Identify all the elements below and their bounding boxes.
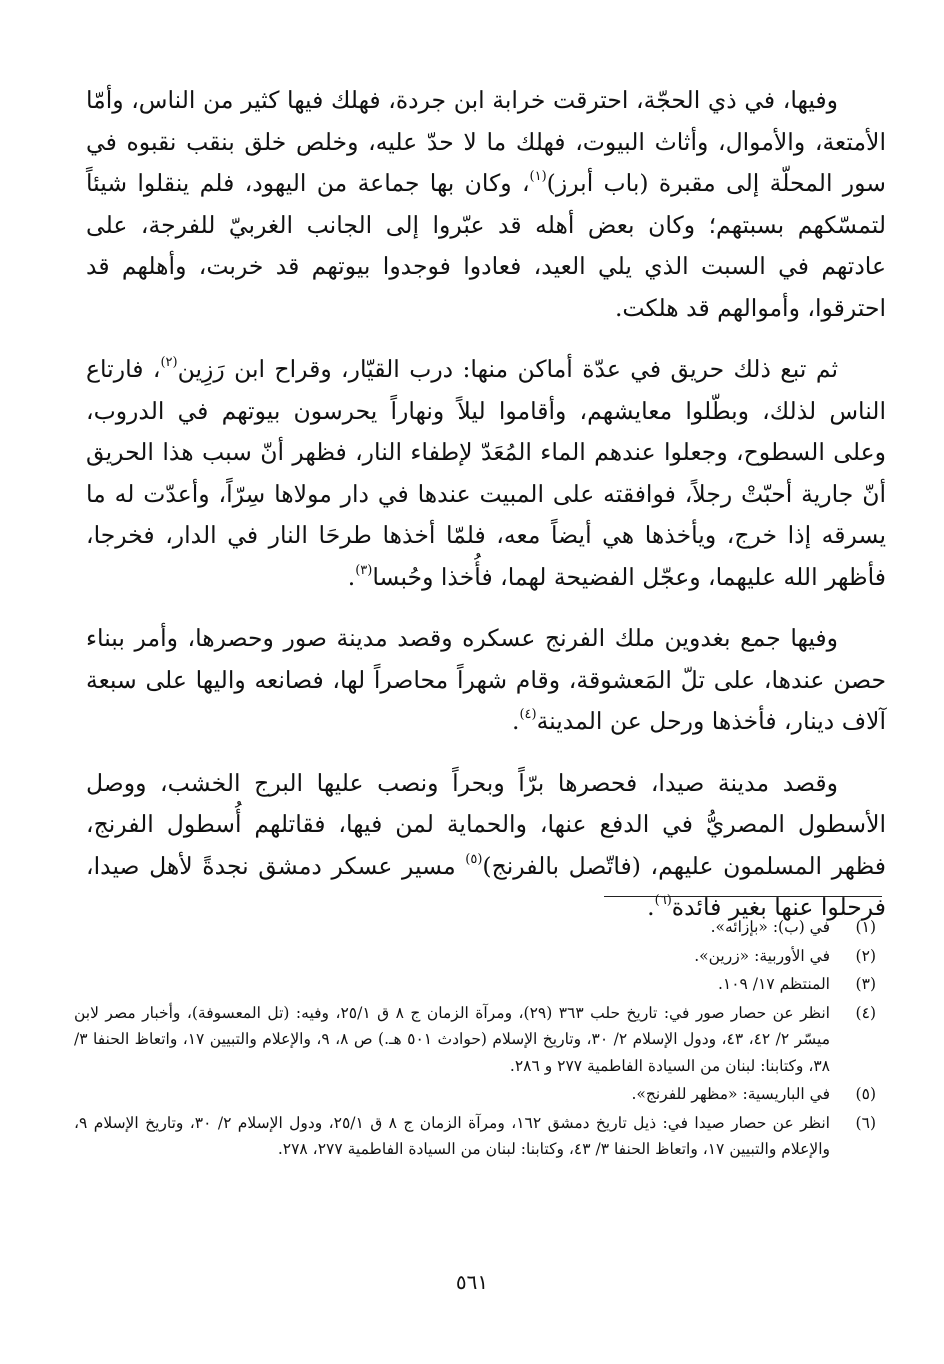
footnote-ref: (٥) [465, 851, 483, 867]
paragraph-text: . [347, 562, 356, 591]
footnote-item [74, 943, 882, 970]
footnote-number: (٢) [855, 946, 876, 965]
footnote-number: (٤) [855, 1003, 876, 1022]
footnote-text: المنتظم ١٧/ ١٠٩. [717, 975, 830, 993]
footnote-text: انظر عن حصار صيدا في: ذيل تاريخ دمشق ١٦٢، ومرآة الزمان ج ٨ ق ٢٥/١، ودول الإسلام ٢/ ٣٠، وتاريخ الإسلام ٩، والإعلام والتبيين ١٧، واتعاظ الحنفا ٣/ ٤٣، وكتابنا: لبنان من السيادة الفاطمية ٢٧٧، ٢٧٨. [74, 1113, 830, 1158]
paragraph-siege-tyre [86, 618, 886, 743]
footnote-text: في (ب): «بإزائه». [710, 918, 830, 936]
paragraph-fire-quarters [86, 349, 886, 598]
footnote-number: (٥) [855, 1085, 876, 1103]
paragraph-text: ، فارتاع الناس لذلك، وبطّلوا معايشهم، وأقاموا ليلاً ونهاراً يحرسون بيوتهم في الدروب، وعلى السطوح، وجعلوا عندهم الماء المُعَدّ لإطفاء النار، فظهر أنّ سبب هذا الحريق أنّ جارية أحبّتْ رجلاً، فوافقته على المبيت عندها في دار مولاها سِرّاً، وأعدّت له ما يسرقه إذا خرج، ويأخذها هي أيضاً معه، فلمّا أخذها طرحَا النار في الدار، فخرجا، فأظهر الله عليهما، وعجّل الفضيحة لهما، فأُخذا وحُبسا [86, 355, 886, 591]
paragraph-text: مسير عسكر دمشق نجدةً لأهل صيدا، فرحلوا عنها بغير فائدة [86, 851, 886, 921]
footnote-divider [604, 896, 882, 897]
paragraph-fire-ibn-jarda [86, 80, 886, 329]
footnote-number: (١) [855, 918, 876, 936]
main-text [86, 80, 886, 949]
footnote-text: انظر عن حصار صور في: تاريخ حلب ٣٦٣ (٢٩)، ومرآة الزمان ج ٨ ق ٢٥/١، وفيه: (تل المعسوفة)، وأخبار مصر لابن ميسّر ٢/ ٤٢، ٤٣، ودول الإسلام ٢/ ٣٠، وتاريخ الإسلام (حوادث ٥٠١ هـ.) ص ٨، ٩، والإعلام والتبيين ١٧، واتعاظ الحنفا ٣/ ٣٨، وكتابنا: لبنان من السيادة الفاطمية ٢٧٧ و ٢٨٦. [74, 1003, 830, 1075]
footnote-number: (٦) [855, 1113, 876, 1132]
footnote-ref: (٢) [160, 355, 178, 371]
footnote-number: (٣) [855, 975, 876, 993]
footnote-ref: (٤) [519, 707, 537, 723]
paragraph-text: . [511, 707, 520, 735]
footnote-ref: (٣) [355, 562, 373, 578]
footnote-item [74, 1110, 882, 1163]
footnote-item [74, 1000, 882, 1080]
footnote-ref: (١) [529, 169, 547, 185]
paragraph-text: وفيها، في ذي الحجّة، احترقت خرابة ابن جردة، فهلك فيها كثير من الناس، وأمّا الأمتعة، والأموال، وأثاث البيوت، فهلك ما لا حدّ عليه، وخلص خلق بنقب نقبوه في سور المحلّة إلى مقبرة (باب أبرز) [86, 86, 886, 197]
footnotes [74, 914, 882, 1165]
page-number: ٥٦١ [455, 1270, 489, 1294]
footnote-text: في الباريسية: «مظهر للفرنج». [631, 1085, 830, 1103]
footnote-item [74, 971, 882, 998]
paragraph-siege-sidon [86, 763, 886, 929]
footnote-text: في الأوربية: «زرين». [694, 946, 830, 965]
paragraph-text: وقصد مدينة صيدا، فحصرها برّاً وبحراً ونصب عليها البرج الخشب، ووصل الأسطول المصريُّ في الدفع عنها، والحماية لمن فيها، فقاتلهم أُسطول الفرنج، فظهر المسلمون عليهم، (فاتّصل بالفرنج) [86, 768, 887, 880]
footnote-item [74, 914, 882, 941]
paragraph-text: ثم تبع ذلك حريق في عدّة أماكن منها: درب القيّار، وقراح ابن رَزِين [177, 355, 838, 383]
footnote-item [74, 1081, 882, 1108]
paragraph-text: ، وكان بها جماعة من اليهود، فلم ينقلوا شيئاً لتمسّكهم بسبتهم؛ وكان بعض أهله قد عبّروا إلى الجانب الغربيّ للفرجة، على عادتهم في السبت الذي يلي العيد، فعادوا فوجدوا بيوتهم قد خربت، وأهلهم قد احترقوا، وأموالهم قد هلكت. [86, 169, 886, 322]
paragraph-text: وفيها جمع بغدوين ملك الفرنج عسكره وقصد مدينة صور وحصرها، وأمر ببناء حصن عندها، على تلّ المَعشوقة، وقام شهراً محاصراً لها، فصانعه واليها على سبعة آلاف دينار، فأخذها ورحل عن المدينة [86, 624, 886, 735]
footnote-ref: (٦) [654, 893, 672, 909]
paragraph-text: . [647, 893, 655, 921]
